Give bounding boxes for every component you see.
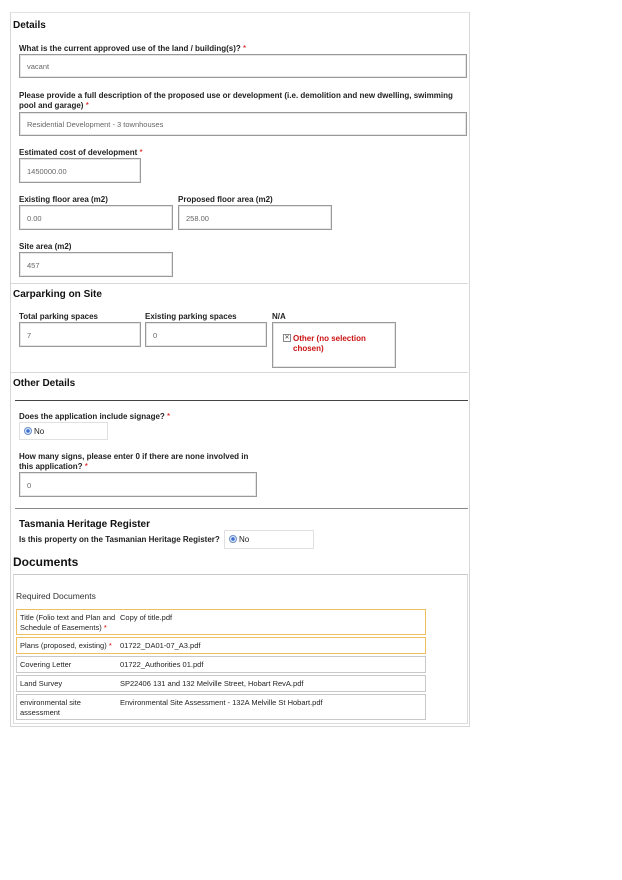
existing-floor-input[interactable]: 0.00 [19, 205, 173, 230]
existing-floor-label: Existing floor area (m2) [19, 195, 108, 204]
document-name: Title (Folio text and Plan and Schedule of Easements) * [20, 613, 116, 632]
radio-selected-icon[interactable] [24, 427, 32, 435]
document-name: Plans (proposed, existing) * [20, 641, 112, 650]
document-file[interactable]: Environmental Site Assessment - 132A Melville St Hobart.pdf [120, 698, 323, 707]
signage-label: Does the application include signage? * [19, 412, 171, 421]
heritage-radio-group[interactable] [224, 530, 314, 549]
document-row[interactable] [16, 609, 426, 635]
heritage-question: Is this property on the Tasmanian Heritage Register? [19, 535, 220, 544]
description-label: Please provide a full description of the proposed use or development (i.e. demolition and new dwelling, swimming pool and garage) * [19, 91, 453, 110]
current-use-input[interactable]: vacant [19, 54, 467, 78]
divider [11, 283, 468, 284]
site-area-input[interactable]: 457 [19, 252, 173, 277]
carparking-title: Carparking on Site [13, 289, 102, 300]
radio-selected-icon[interactable] [229, 535, 237, 543]
document-file[interactable]: SP22406 131 and 132 Melville Street, Hobart RevA.pdf [120, 679, 304, 688]
current-use-label: What is the current approved use of the land / building(s)? * [19, 44, 247, 53]
other-details-title: Other Details [13, 378, 76, 389]
document-row[interactable] [16, 656, 426, 673]
existing-parking-label: Existing parking spaces [145, 312, 237, 321]
na-select-box[interactable] [272, 322, 396, 368]
total-parking-input[interactable]: 7 [19, 322, 141, 347]
proposed-floor-input[interactable]: 258.00 [178, 205, 332, 230]
na-label: N/A [272, 312, 286, 321]
cost-input[interactable]: 1450000.00 [19, 158, 141, 183]
document-row[interactable] [16, 694, 426, 720]
signage-value: No [34, 427, 45, 436]
cost-label: Estimated cost of development * [19, 148, 143, 157]
documents-title: Documents [13, 555, 79, 569]
heritage-value: No [239, 535, 250, 544]
document-name: Land Survey [20, 679, 63, 688]
divider [15, 400, 468, 401]
site-area-label: Site area (m2) [19, 242, 72, 251]
signs-count-input[interactable]: 0 [19, 472, 257, 497]
signage-radio-group[interactable] [19, 422, 108, 440]
proposed-floor-label: Proposed floor area (m2) [178, 195, 273, 204]
description-input[interactable]: Residential Development - 3 townhouses [19, 112, 467, 136]
divider [11, 372, 468, 373]
document-name: environmental site assessment [20, 698, 81, 717]
divider [15, 508, 468, 509]
existing-parking-input[interactable]: 0 [145, 322, 267, 347]
required-documents-subtitle: Required Documents [16, 591, 96, 601]
document-file[interactable]: 01722_DA01-07_A3.pdf [120, 641, 201, 650]
unchecked-checkbox-icon[interactable]: ✕ [284, 335, 290, 341]
document-file[interactable]: 01722_Authorities 01.pdf [120, 660, 204, 669]
document-row[interactable] [16, 675, 426, 692]
na-option-label: Other (no selection chosen) [293, 334, 366, 353]
details-title: Details [13, 20, 46, 31]
heritage-title: Tasmania Heritage Register [19, 519, 150, 530]
document-file[interactable]: Copy of title.pdf [120, 613, 173, 622]
document-name: Covering Letter [20, 660, 72, 669]
signs-count-label: How many signs, please enter 0 if there are none involved in this application? * [19, 452, 249, 471]
total-parking-label: Total parking spaces [19, 312, 98, 321]
document-row[interactable] [16, 637, 426, 654]
